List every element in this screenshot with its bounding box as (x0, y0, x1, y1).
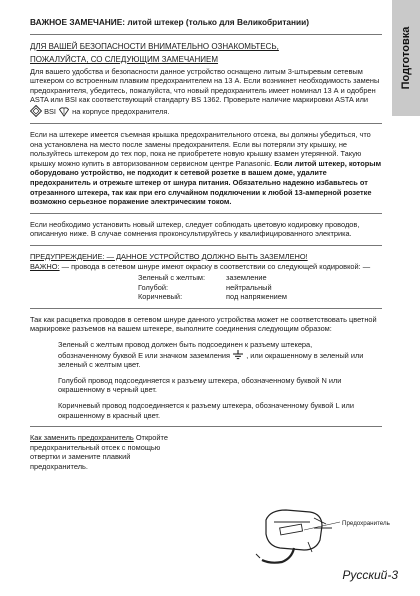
divider (30, 213, 382, 214)
title-rest: литой штекер (только для Великобритании) (127, 17, 309, 27)
divider (30, 308, 382, 309)
wire-color: Голубой: (138, 282, 169, 292)
divider (30, 245, 382, 246)
wire-color-table (138, 273, 382, 302)
paragraph-fuse-info (30, 67, 382, 117)
safety-heading-2: ПОЖАЛУЙСТА, СО СЛЕДУЮЩИМ ЗАМЕЧАНИЕМ (30, 54, 219, 64)
wire-green-yellow (58, 340, 366, 370)
earth-symbol-icon (232, 350, 244, 360)
earth-warning-heading: ПРЕДУПРЕЖДЕНИЕ: — ДАННОЕ УСТРОЙСТВО ДОЛЖНО БЫТЬ ЗАЗЕМЛЕНО! (30, 251, 308, 261)
divider (30, 123, 382, 124)
wire-row (138, 292, 382, 302)
safety-heading-1: ДЛЯ ВАШЕЙ БЕЗОПАСНОСТИ ВНИМАТЕЛЬНО ОЗНАКОМЬТЕСЬ, (30, 41, 279, 51)
green-yellow-end: , или окрашенному в зеленый или зеленый с желтым цвет. (58, 350, 364, 370)
section-tab-label: Подготовка (400, 26, 412, 90)
para1-end: на корпусе предохранителя. (72, 106, 170, 116)
wire-meaning: заземление (226, 273, 267, 283)
para1-text: Для вашего удобства и безопасности данное устройство оснащено литым 3-штыревым сетевым штекером со встроенным плавким предохранителем на 13 А. Если возникнет необходимость замены предохранителя, убедитесь, пожалуйста, что новый предохранитель имеет номинал 13 А и одобрен ASTA или BSI как соответствующий стандарту BS 1362. Проверьте наличие маркировки ASTA или (30, 66, 380, 105)
important-note (30, 262, 382, 272)
fuse-label: Предохранитель (342, 520, 390, 527)
wire-row (138, 273, 382, 283)
fuse-replace-heading: Как заменить предохранитель (30, 433, 134, 443)
para1-bsi: BSI (44, 106, 56, 116)
wire-row (138, 283, 382, 293)
important-label: ВАЖНО: (30, 261, 60, 271)
page-number: Русский-3 (342, 568, 398, 582)
plug-fuse-illustration (252, 504, 344, 566)
wire-meaning: под напряжением (226, 292, 287, 302)
important-dash: — (362, 261, 371, 271)
paragraph-wiring: Так как расцветка проводов в сетевом шнуре данного устройства может не соответствовать цветной маркировке разъемов на вашем штекере, выполните соединения следующим образом: (30, 314, 377, 334)
title-bold: ВАЖНОЕ ЗАМЕЧАНИЕ: (30, 17, 126, 27)
wire-meaning: нейтральный (226, 282, 272, 292)
wire-brown: Коричневый провод подсоединяется к разъему штекера, обозначенному буквой L или окрашенному в красный цвет. (58, 401, 354, 420)
asta-mark-icon (30, 105, 42, 117)
paragraph-new-plug: Если необходимо установить новый штекер, следует соблюдать цветовую кодировку проводов, описанную ниже. В случае сомнения проконсультируйтесь у квалифицированного электрика. (30, 219, 360, 239)
section-tab (392, 0, 420, 116)
wire-color: Коричневый: (138, 292, 183, 302)
divider (30, 426, 382, 427)
fuse-replace-instructions (30, 433, 190, 471)
wire-color: Зеленый с желтым: (138, 273, 206, 283)
content-column (30, 18, 382, 478)
fuse-replace-text: Откройте предохранительный отсек с помощью отвертки и замените плавкий предохранитель. (30, 433, 168, 471)
para2-bold-warning: Если литой штекер, которым оборудовано устройство, не подходит к сетевой розетке в вашем доме, удалите предохранитель и отрежьте штекер от шнура питания. Обязательно надежно избавьтесь от отрезанного штекера, так как при его случайном подключении к любой 13-амперной розетке возможно серьезное поражение электрическим током. (30, 158, 382, 207)
important-code: кодировкой: (319, 261, 361, 271)
important-text: — провода в сетевом шнуре имеют окраску в соответствии со следующей (61, 261, 318, 271)
wire-blue: Голубой провод подсоединяется к разъему штекера, обозначенному буквой N или окрашенному в черный цвет. (58, 375, 342, 395)
green-yellow-text: Зеленый с желтым провод должен быть подсоединен к разъему штекера, обозначенному буквой E или значком заземления (58, 340, 313, 360)
bsi-kitemark-icon (58, 106, 70, 117)
page-title (30, 18, 382, 28)
paragraph-cover (30, 130, 382, 207)
divider (30, 34, 382, 35)
para2-text: Если на штекере имеется съемная крышка предохранительного отсека, вы должны убедиться, что она установлена на место после замены предохранителя. Если вы потеряли эту крышку, не пользуйтесь штекером до тех пор, пока не приобретете новую крышку взамен утерянной. Такую крышку можно купить в авторизованном сервисном центре Panasonic. (30, 129, 371, 168)
